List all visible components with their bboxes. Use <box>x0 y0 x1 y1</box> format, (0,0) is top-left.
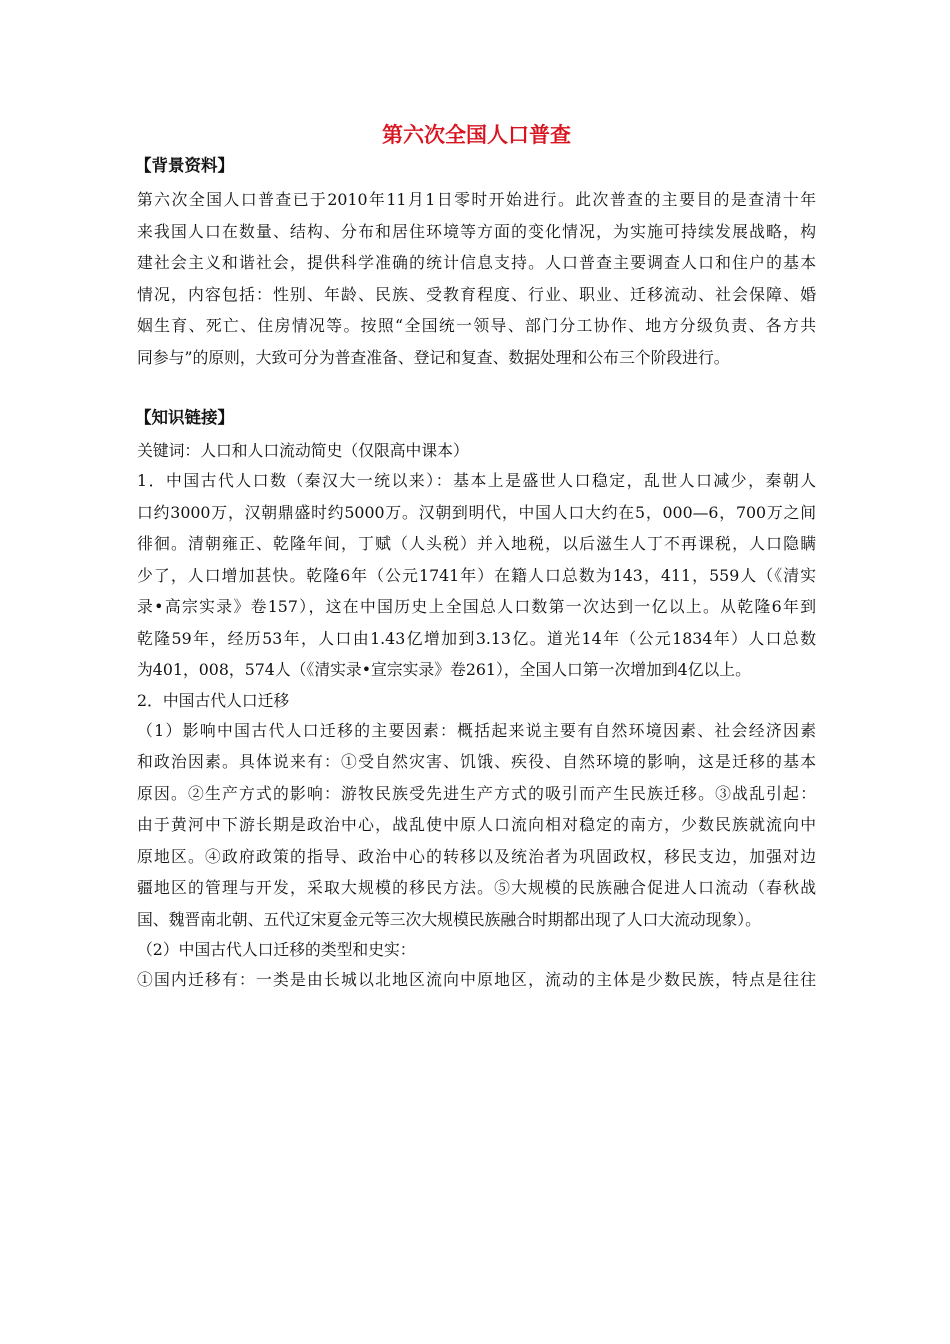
paragraph-line: 姻生育、死亡、住房情况等。按照“全国统一领导、部门分工协作、地方分级负责、各方共 <box>137 316 816 335</box>
paragraph-line: 少了，人口增加甚快。乾隆6年（公元1741年）在籍人口总数为143，411，559人（《清实 <box>137 565 816 585</box>
paragraph-line: 口约3000万，汉朝鼎盛时约5000万。汉朝到明代，中国人口大约在5，000—6，700万之间 <box>137 502 816 522</box>
paragraph-line: 同参与”的原则，大致可分为普查准备、登记和复查、数据处理和公布三个阶段进行。 <box>137 347 730 367</box>
paragraph-line: 原因。②生产方式的影响：游牧民族受先进生产方式的吸引而产生民族迁移。③战乱引起： <box>137 783 816 803</box>
page-title: 第六次全国人口普查 <box>382 123 571 147</box>
background-paragraph <box>137 184 816 373</box>
paragraph-line: 录•高宗实录》卷157），这在中国历史上全国总人口数第一次达到一亿以上。从乾隆6年到 <box>137 597 816 616</box>
paragraph-line: 由于黄河中下游长期是政治中心，战乱使中原人口流向相对稳定的南方，少数民族就流向中 <box>137 815 816 834</box>
paragraph-line: 乾隆59年，经历53年，人口由1.43亿增加到3.13亿。道光14年（公元1834年）人口总数 <box>137 628 816 648</box>
document-page <box>137 118 816 996</box>
paragraph-line: 第六次全国人口普查已于2010年11月1日零时开始进行。此次普查的主要目的是查清十年 <box>137 190 816 209</box>
item2-sub2-title: （2）中国古代人口迁移的类型和史实： <box>137 940 416 959</box>
paragraph-line: 来我国人口在数量、结构、分布和居住环境等方面的变化情况，为实施可持续发展战略，构 <box>137 221 816 241</box>
paragraph-line: 情况，内容包括：性别、年龄、民族、受教育程度、行业、职业、迁移流动、社会保障、婚 <box>137 284 816 304</box>
paragraph-line: 疆地区的管理与开发，采取大规模的移民方法。⑤大规模的民族融合促进人口流动（春秋战 <box>137 878 816 897</box>
paragraph-line: ①国内迁移有：一类是由长城以北地区流向中原地区，流动的主体是少数民族，特点是往往 <box>137 970 816 989</box>
item2-title: 2．中国古代人口迁移 <box>137 690 290 710</box>
keywords-line: 关键词：人口和人口流动简史（仅限高中课本） <box>137 441 469 460</box>
paragraph-line: （1）影响中国古代人口迁移的主要因素：概括起来说主要有自然环境因素、社会经济因素 <box>137 720 816 740</box>
paragraph-line: 国、魏晋南北朝、五代辽宋夏金元等三次大规模民族融合时期都出现了人口大流动现象）。 <box>137 909 761 929</box>
paragraph-line: 建社会主义和谐社会，提供科学准确的统计信息支持。人口普查主要调查人口和住户的基本 <box>137 253 816 272</box>
paragraph-line: 原地区。④政府政策的指导、政治中心的转移以及统治者为巩固政权，移民支边，加强对边 <box>137 846 816 866</box>
paragraph-line: 为401，008，574人（《清实录•宣宗实录》卷261），全国人口第一次增加到4亿以上。 <box>137 660 751 679</box>
item1-paragraph <box>137 465 816 686</box>
background-heading: 【背景资料】 <box>135 156 234 175</box>
section-spacer <box>137 373 816 404</box>
paragraph-line: 和政治因素。具体说来有：①受自然灾害、饥饿、疾役、自然环境的影响，这是迁移的基本 <box>137 752 816 771</box>
paragraph-line: 徘徊。清朝雍正、乾隆年间，丁赋（人头税）并入地税，以后滋生人丁不再课税，人口隐瞒 <box>137 534 816 553</box>
item2-sub1-paragraph <box>137 715 816 936</box>
knowledge-heading: 【知识链接】 <box>135 408 234 427</box>
paragraph-line: 1．中国古代人口数（秦汉大一统以来）：基本上是盛世人口稳定，乱世人口减少，秦朝人 <box>137 471 816 490</box>
